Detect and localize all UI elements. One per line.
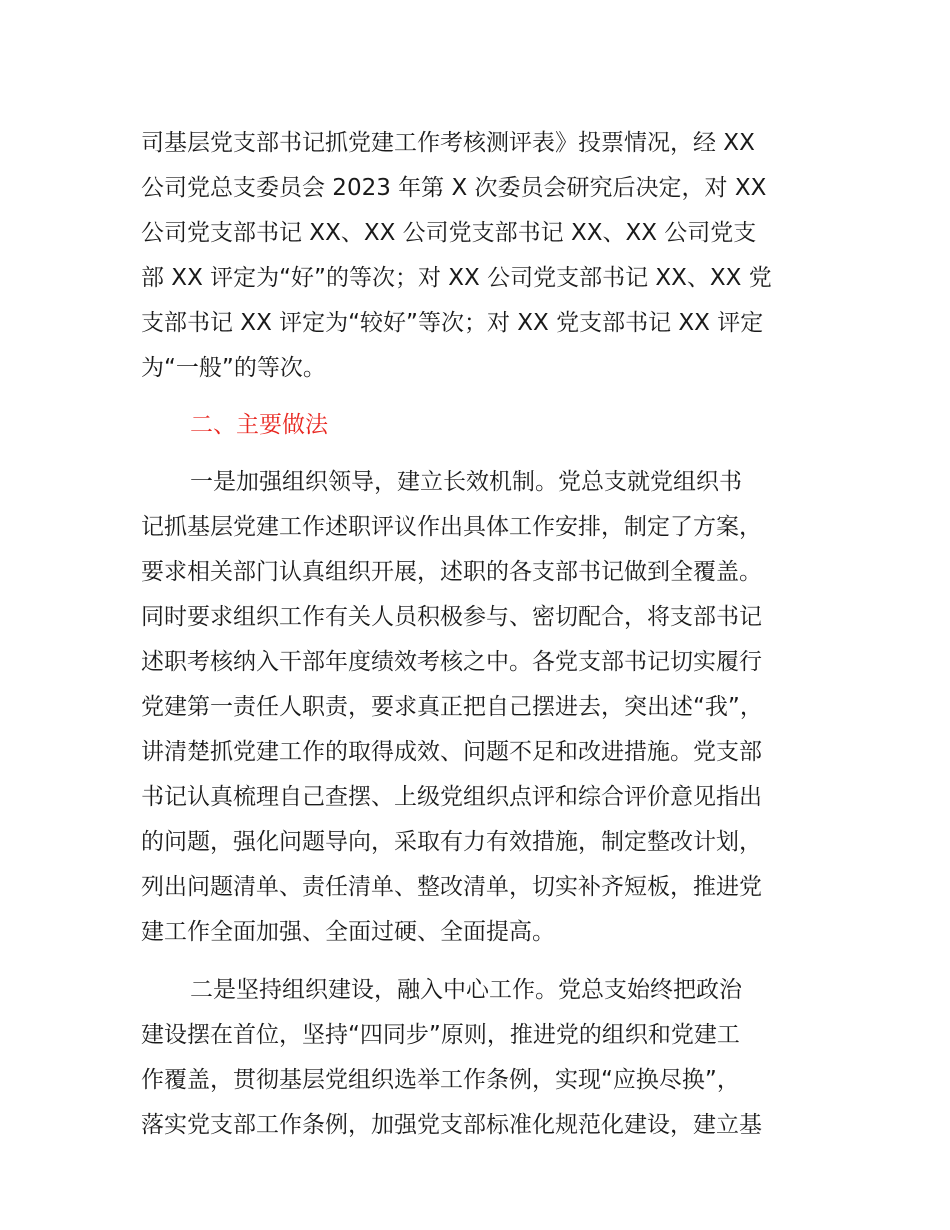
paragraph-2-line-5: 述职考核纳入干部年度绩效考核之中。各党支部书记切实履行 <box>141 649 762 675</box>
paragraph-1-line-3: 公司党支部书记 XX、XX 公司党支部书记 XX、XX 公司党支 <box>141 220 757 246</box>
paragraph-1-line-5: 支部书记 XX 评定为“较好”等次；对 XX 党支部书记 XX 评定 <box>141 310 764 336</box>
paragraph-2-line-6: 党建第一责任人职责，要求真正把自己摆进去，突出述“我”， <box>141 694 763 720</box>
paragraph-1-line-6: 为“一般”的等次。 <box>141 355 326 381</box>
paragraph-1-line-1: 司基层党支部书记抓党建工作考核测评表》投票情况，经 XX <box>141 130 755 156</box>
paragraph-2-line-2: 记抓基层党建工作述职评议作出具体工作安排，制定了方案， <box>141 514 762 540</box>
paragraph-1-line-2: 公司党总支委员会 2023 年第 X 次委员会研究后决定，对 XX <box>141 175 767 201</box>
paragraph-2-line-3: 要求相关部门认真组织开展，述职的各支部书记做到全覆盖。 <box>141 559 762 585</box>
paragraph-2-line-4: 同时要求组织工作有关人员积极参与、密切配合，将支部书记 <box>141 604 762 630</box>
paragraph-2-line-8: 书记认真梳理自己查摆、上级党组织点评和综合评价意见指出 <box>141 784 762 810</box>
paragraph-2-line-11: 建工作全面加强、全面过硬、全面提高。 <box>141 919 555 945</box>
section-heading: 二、主要做法 <box>190 412 328 438</box>
paragraph-2-line-9: 的问题，强化问题导向，采取有力有效措施，制定整改计划， <box>141 829 762 855</box>
paragraph-3-line-4: 落实党支部工作条例，加强党支部标准化规范化建设，建立基 <box>141 1112 762 1138</box>
paragraph-3-line-3: 作覆盖，贯彻基层党组织选举工作条例，实现“应换尽换”， <box>141 1067 740 1093</box>
paragraph-2-line-1: 一是加强组织领导，建立长效机制。党总支就党组织书 <box>190 469 742 495</box>
paragraph-1-line-4: 部 XX 评定为“好”的等次；对 XX 公司党支部书记 XX、XX 党 <box>141 265 772 291</box>
paragraph-2-line-7: 讲清楚抓党建工作的取得成效、问题不足和改进措施。党支部 <box>141 739 762 765</box>
paragraph-3-line-1: 二是坚持组织建设，融入中心工作。党总支始终把政治 <box>190 977 742 1003</box>
paragraph-3-line-2: 建设摆在首位，坚持“四同步”原则，推进党的组织和党建工 <box>141 1022 740 1048</box>
paragraph-2-line-10: 列出问题清单、责任清单、整改清单，切实补齐短板，推进党 <box>141 874 762 900</box>
